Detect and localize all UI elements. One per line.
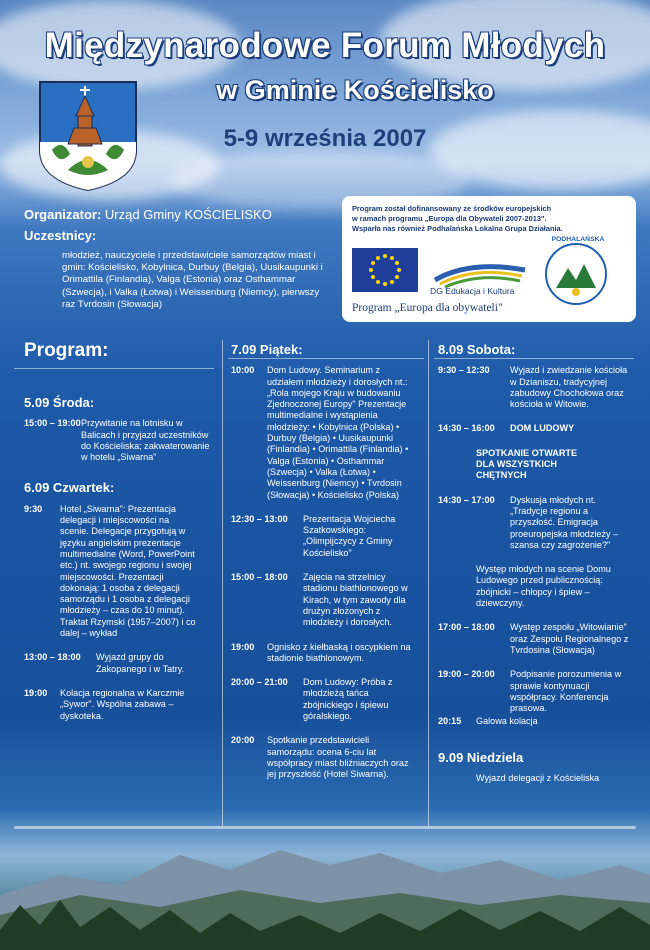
event-item: [438, 365, 634, 410]
program-title: Program:: [24, 340, 109, 361]
event-description: Dom Ludowy: Próba z młodzieżą tańca zbójnickiego i śpiewu góralskiego.: [303, 677, 393, 722]
event-time: 19:00: [231, 641, 255, 652]
event-item: [438, 448, 634, 482]
event-description: Zajęcia na strzelnicy stadionu biathlonowego w Kirach, w tym zawody dla drużyn złożonych z młodzieży i dorosłych.: [303, 572, 408, 628]
event-time: 20:15: [438, 716, 462, 727]
eu-flag-logo: [352, 248, 418, 292]
event-description: DOM LUDOWY: [510, 423, 575, 434]
event-item: [438, 669, 634, 714]
event-time: 14:30 – 17:00: [438, 494, 495, 505]
event-description: Galowa kolacja: [476, 716, 538, 727]
event-description: Prezentacja Wojciecha Szatkowskiego: „Olimpijczycy z Gminy Kościelisko": [303, 513, 396, 558]
event-time: 10:00: [231, 365, 255, 376]
organizer-value: Urząd Gminy KOŚCIELISKO: [104, 207, 272, 222]
event-description: Przywitanie na lotnisku w Balicach i przyjazd uczestników do Kościeliska; zakwaterowanie w hotelu „Siwarna": [81, 418, 210, 463]
column-divider: [222, 340, 223, 826]
event-item: [231, 514, 423, 559]
event-item: [231, 642, 423, 665]
event-time: 14:30 – 16:00: [438, 423, 495, 434]
event-item: [24, 504, 214, 640]
event-description: Wyjazd delegacji z Kościeliska: [476, 773, 600, 784]
event-time: 17:00 – 18:00: [438, 622, 495, 633]
page-subtitle: w Gminie Kościelisko: [216, 75, 494, 105]
event-time: 9:30: [24, 503, 43, 514]
koscielisko-crest-logo: [38, 80, 138, 192]
program-label: Program „Europa dla obywateli": [352, 302, 503, 314]
podhalanska-label: PODHALAŃSKA: [551, 236, 605, 243]
event-item: [24, 418, 214, 463]
column-divider: [428, 340, 429, 826]
mountain-landscape: [0, 835, 650, 950]
organizer: [24, 207, 272, 222]
dg-label: DG Edukacja i Kultura: [430, 286, 515, 296]
day-heading: 5.09 Środa:: [24, 395, 95, 410]
event-item: [438, 423, 634, 434]
event-item: [438, 564, 634, 609]
event-description: Hotel „Siwarna": Prezentacja delegacji i miejscowości na scenie. Delegacje przygotują w języku angielskim prezentacje multimedialne (Word, PowerPoint etc.) nt. swojego regionu i swojej miejscowości. Prezentacji dokonają: 1 osoba z delegacji samorządu i 1 osoba z delegacji młodzieży – czas do 10 minut). Traktat Rzymski (1957–2007) i co dalej – wykład: [60, 503, 196, 639]
page-title: Międzynarodowe Forum Młodych: [44, 26, 606, 65]
event-description: Kolacja regionalna w Karczmie „Sywor". Wspólna zabawa – dyskoteka.: [60, 687, 185, 721]
divider: [14, 368, 214, 369]
participants-label: Uczestnicy:: [24, 228, 97, 243]
event-item: [24, 688, 214, 722]
event-dates: 5-9 września 2007: [223, 125, 427, 152]
program-column-1: [24, 397, 214, 735]
event-time: 9:30 – 12:30: [438, 365, 490, 376]
day-heading: 6.09 Czwartek:: [24, 480, 115, 496]
sponsor-line: Program został dofinansowany ze środków europejskich: [352, 204, 552, 213]
event-description: Występ młodych na scenie Domu Ludowego przed publicznością: zbójnicki – chłopcy i śpiew – dziewczyny.: [476, 564, 611, 609]
event-description: Dyskusja młodych nt. „Tradycje regionu a przyszłość. Emigracja proeuropejska młodzieży – szansa czy zagrożenie?": [510, 494, 619, 550]
sponsor-panel: [342, 196, 636, 322]
event-item: [24, 652, 214, 675]
event-description: Dom Ludowy. Seminarium z udziałem młodzieży i dorosłych nt.: „Rola mojego Kraju w budowaniu Zjednoczonej Europy" Prezentacje multimedialne i wystąpienia młodzieży: • Kobylnica (Polska) • Durbuy (Belgia) • Uusikaupunki (Finlandia) • Orimattila (Finlandia) • Valga (Estonia) • Osthammar (Szwecja) • Valka (Łotwa) • Weissenburg (Niemcy) • Tvrdosin (Słowacja) • Kościelisko (Polska): [267, 365, 409, 500]
sponsor-line: Wsparła nas również Podhalańska Lokalna Grupa Działania.: [352, 224, 563, 233]
event-item: [231, 735, 423, 780]
program-column-2: [231, 344, 423, 794]
event-time: 15:00 – 18:00: [231, 572, 288, 583]
bottom-divider: [14, 826, 636, 829]
event-description: Występ zespołu „Witowianie" oraz Zespołu Regionalnego z Tvrdosina (Słowacja): [510, 622, 629, 655]
event-time: 20:00 – 21:00: [231, 677, 288, 688]
program-column-3: [438, 344, 634, 784]
event-item: [231, 365, 423, 501]
event-description: Podpisanie porozumienia w sprawie kontynuacji współpracy. Konferencja prasowa.: [510, 669, 622, 714]
event-item: [231, 572, 423, 628]
event-time: 15:00 – 19:00: [24, 418, 81, 429]
sponsor-text: [352, 204, 632, 234]
event-time: 19:00: [24, 687, 48, 698]
day-heading: 9.09 Niedziela: [438, 749, 524, 765]
podhalanska-logo: [544, 242, 608, 306]
event-description: Spotkanie przedstawicieli samorządu: ocena 6-ciu lat współpracy miast bliźniaczych oraz jej przyszłość (Hotel Siwarna).: [267, 735, 409, 780]
event-item: [438, 495, 634, 551]
event-item: [438, 622, 634, 656]
event-time: 20:00: [231, 735, 255, 746]
event-time: 19:00 – 20:00: [438, 669, 495, 680]
day-heading: 8.09 Sobota:: [438, 342, 516, 357]
participants-text: młodzież, nauczyciele i przedstawiciele samorządów miast i gmin: Kościelisko, Kobylnica, Durbuy (Belgia), Uusikaupunki i Orimattila (Finlandia), Valga (Estonia) oraz Osthammar (Szwecja), i Valka (Łotwa) i Weissenburg (Niemcy), pierwszy raz Tvrdosin (Słowacja): [62, 250, 323, 310]
event-time: 13:00 – 18:00: [24, 652, 81, 663]
event-description: SPOTKANIE OTWARTE DLA WSZYSTKICH CHĘTNYCH: [476, 447, 578, 481]
event-description: Wyjazd i zwiedzanie kościoła w Dzianiszu, tradycyjnej zabudowy Chochołowa oraz kościoła w Witowie.: [510, 365, 628, 410]
event-item: [231, 677, 423, 722]
event-description: Wyjazd grupy do Zakopanego i w Tatry.: [96, 652, 185, 674]
sponsor-line: w ramach programu „Europa dla Obywateli 2007-2013".: [352, 214, 547, 223]
organizer-label: Organizator:: [24, 207, 102, 222]
event-description: Ognisko z kiełbaską i oscypkiem na stadionie biathlonowym.: [267, 641, 411, 663]
event-time: 12:30 – 13:00: [231, 513, 288, 524]
event-item: [438, 716, 634, 727]
day-heading: 7.09 Piątek:: [231, 342, 303, 357]
